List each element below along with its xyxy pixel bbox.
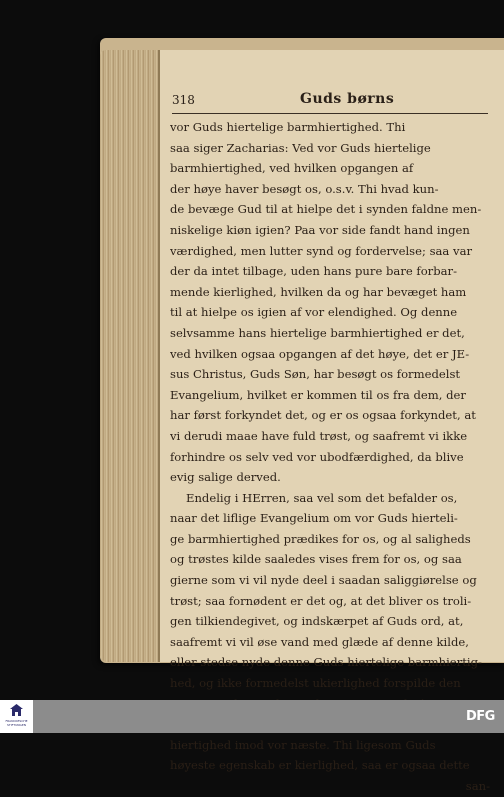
building-icon <box>10 704 23 717</box>
text-line: har først forkyndet det, og er os ogsaa forkyndet, at <box>170 408 476 423</box>
text-line: naar det liflige Evangelium om vor Guds hierteli- <box>170 511 458 526</box>
text-line: værdighed, men lutter synd og fordervelse; saa var <box>170 243 473 258</box>
text-line: Evangelium, hvilket er kommen til os fra dem, der <box>170 387 466 402</box>
text-line: saa siger Zacharias: Ved vor Guds hiertelige <box>170 140 431 155</box>
text-line: trøst; saa fornødent er det og, at det bliver os troli- <box>170 593 472 608</box>
text-line: barmhiertighed, ved hvilken opgangen af <box>170 161 414 176</box>
text-line: evig salige derved. <box>170 470 281 485</box>
text-line: selvsamme hans hiertelige barmhiertighed er det, <box>170 325 465 340</box>
text-line: og trøstes kilde saaledes vises frem for os, og saa <box>170 552 462 567</box>
catchword: san- <box>465 779 490 793</box>
text-line: der da intet tilbage, uden hans pure bare forbar- <box>170 264 458 279</box>
text-line: sus Christus, Guds Søn, har besøgt os formedelst <box>170 367 461 382</box>
page-edges <box>100 50 162 662</box>
text-line: der høye haver besøgt os, o.s.v. Thi hvad kun- <box>170 181 439 196</box>
footer-bar <box>0 700 504 733</box>
text-line: hed, og ikke formedelst ukierlighed forspilde den <box>170 676 461 691</box>
text-line: høyeste egenskab er kierlighed, saa er ogsaa dette <box>170 758 470 773</box>
library-logo[interactable] <box>0 700 33 733</box>
text-line: eller stedse nyde denne Guds hiertelige barmhiertig- <box>170 655 482 670</box>
text-line: de bevæge Gud til at hielpe det i synden faldne men- <box>170 202 482 217</box>
text-line: Endelig i HErren, saa vel som det befalder os, <box>186 490 458 505</box>
text-line: ved hvilken ogsaa opgangen af det høye, det er JE- <box>170 346 470 361</box>
text-line: gen tilkiendegivet, og indskærpet af Guds ord, at, <box>170 614 464 629</box>
page-number: 318 <box>172 93 195 107</box>
library-logo-text: FRANCKESCHE STIFTUNGEN <box>5 719 28 727</box>
text-line: saafremt vi vil øse vand med glæde af denne kilde, <box>170 634 469 649</box>
running-head: Guds børns <box>300 91 395 107</box>
text-line: niskelige kiøn igien? Paa vor side fandt hand ingen <box>170 222 470 237</box>
text-line: forhindre os selv ved vor ubodfærdighed, da blive <box>170 449 464 464</box>
text-line: ge barmhiertighed prædikes for os, og al saligheds <box>170 531 471 546</box>
body-text <box>170 117 490 797</box>
text-line: vi derudi maae have fuld trøst, og saafremt vi ikke <box>170 428 468 443</box>
text-line: hiertighed imod vor næste. Thi ligesom Guds <box>170 737 436 752</box>
page-header <box>172 91 488 114</box>
text-line: gierne som vi vil nyde deel i saadan saliggiørelse og <box>170 573 477 588</box>
text-line: vor Guds hiertelige barmhiertighed. Thi <box>170 120 406 134</box>
text-line: mende kierlighed, hvilken da og har bevæget ham <box>170 284 467 299</box>
dfg-logo[interactable]: DFG <box>466 709 495 724</box>
text-line: til at hielpe os igien af vor elendighed. Og denne <box>170 305 458 320</box>
